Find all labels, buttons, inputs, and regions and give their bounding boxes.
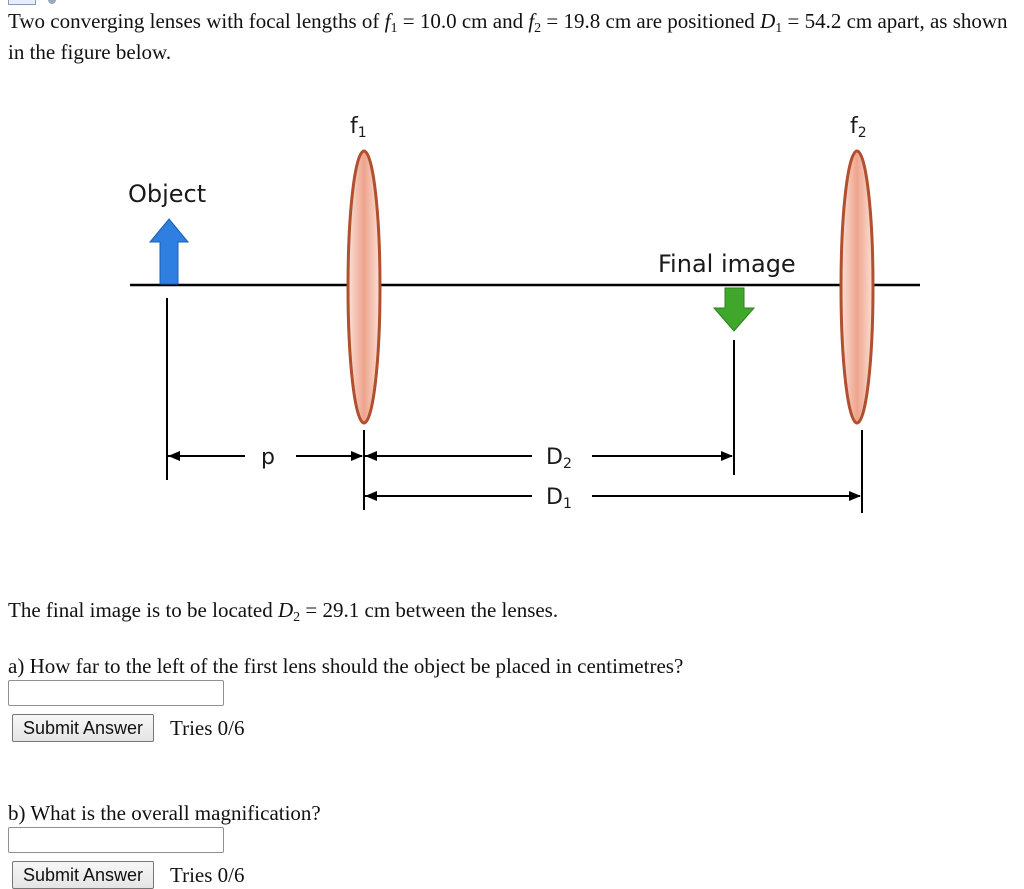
object-label: Object [128,180,207,208]
image-location-statement: The final image is to be located $D_2 = 29.1$ cm between the lenses. [8,598,559,625]
lens-diagram [0,100,1024,530]
toolbar-icon [8,0,36,5]
question-a: a) How far to the left of the first lens should the object be placed in centimetres? [8,654,684,678]
toolbar-icon [48,0,56,4]
lens-1-label: f1 [350,114,367,141]
p-label: p [261,445,275,470]
d1-label: D1 [546,485,572,512]
lens-2-label: f2 [850,114,867,141]
object-arrow [150,219,188,284]
answer-a-input[interactable] [8,680,224,706]
lens-2 [841,151,873,423]
tries-a-counter: Tries 0/6 [170,716,245,740]
final-image-arrow [714,288,754,331]
submit-answer-a-button[interactable]: Submit Answer [12,714,154,742]
question-b: b) What is the overall magnification? [8,801,321,825]
tries-b-counter: Tries 0/6 [170,863,245,887]
final-image-label: Final image [658,250,796,278]
lens-1 [348,151,380,423]
d2-label: D2 [546,445,572,472]
submit-answer-b-button[interactable]: Submit Answer [12,861,154,889]
problem-statement: Two converging lenses with focal lengths of $f_1 = 10.0$ cm and $f_2 = 19.8$ cm are positioned $D_1 = 54.2$ cm apart, as shown in the figure below. [8,9,1008,64]
answer-b-input[interactable] [8,827,224,853]
